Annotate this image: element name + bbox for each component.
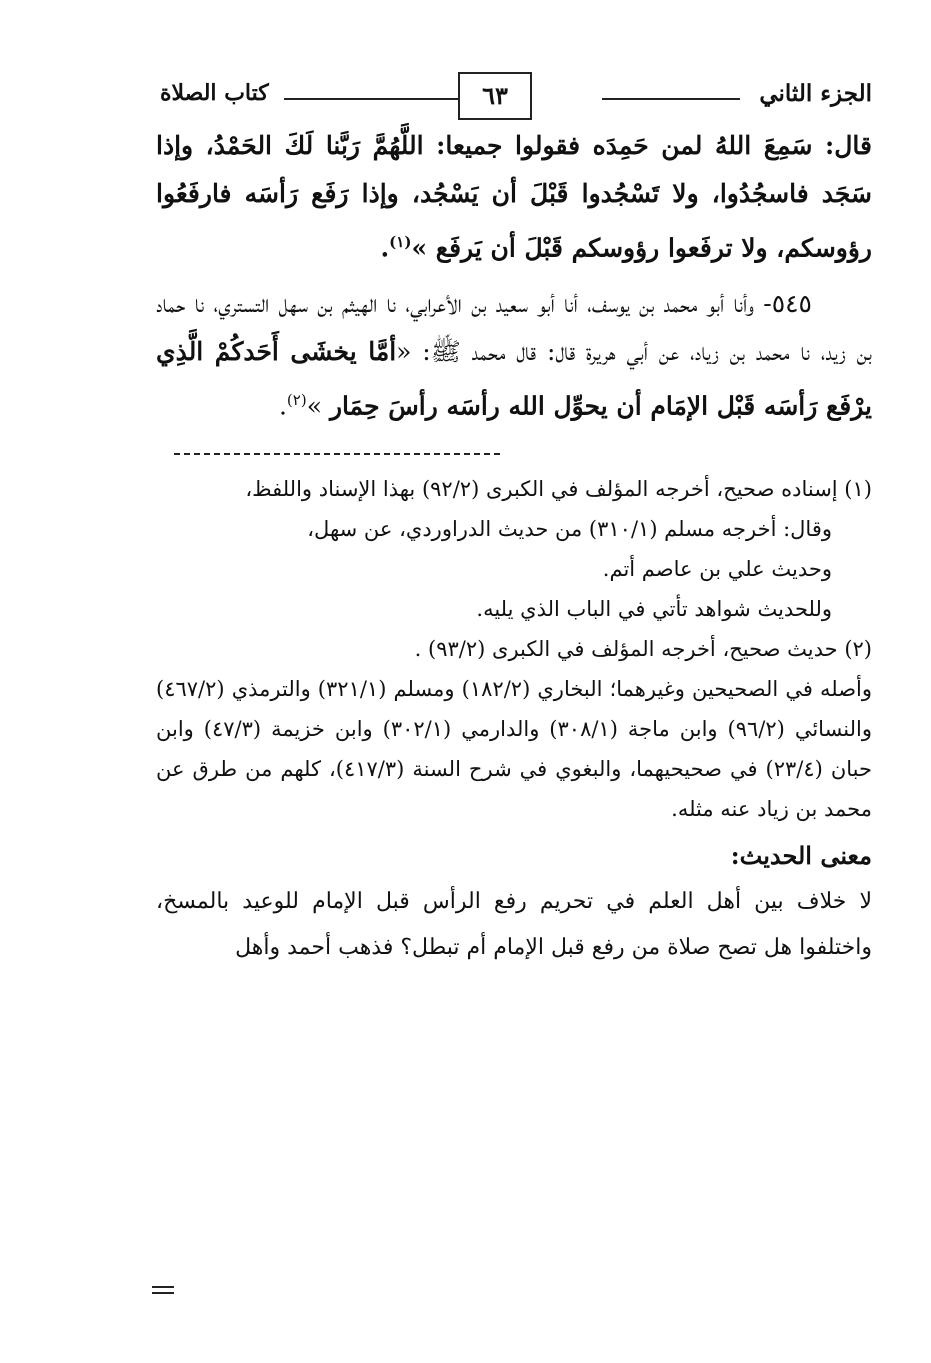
footnote-1-line: وحديث علي بن عاصم أتم. xyxy=(602,556,832,581)
footnote-ref-1: (١) xyxy=(389,233,412,251)
page-number-box xyxy=(458,72,532,120)
footnote-1-line: (١) إسناده صحيح، أخرجه المؤلف في الكبرى (٩٢/٢) بهذا الإسناد واللفظ، xyxy=(245,476,872,501)
header-rule-left xyxy=(284,98,458,100)
page-header xyxy=(160,70,872,120)
footnote-1-line: وللحديث شواهد تأتي في الباب الذي يليه. xyxy=(476,596,832,621)
hadith-545 xyxy=(156,280,872,430)
volume-label: الجزء الثاني xyxy=(759,80,872,107)
header-rule-right xyxy=(602,98,740,100)
footnote-separator xyxy=(174,453,500,455)
meaning-text: لا خلاف بين أهل العلم في تحريم رفع الرأس قبل الإمام للوعيد بالمسخ، واختلفوا هل تصح صلاة من رفع قبل الإمام أم تبطل؟ فذهب أحمد وأهل xyxy=(156,888,872,960)
footnotes xyxy=(156,469,872,829)
book-title: كتاب الصلاة xyxy=(160,80,269,106)
period: . xyxy=(380,233,390,263)
quote-close: » xyxy=(306,391,330,421)
hadith-545-isnad: ٥٤٥- وأنا أبو محمد بن يوسف، أنا أبو سعيد بن الأعرابي، نا الهيثم بن سهل التستري، نا حماد بن زيد، نا محمد بن زياد، عن أبي هريرة قال: قال محمد ﷺ: « xyxy=(156,289,872,367)
period: . xyxy=(278,391,287,421)
main-text xyxy=(156,122,872,431)
footnote-1-line: وقال: أخرجه مسلم (٣١٠/١) من حديث الدراوردي، عن سهل، xyxy=(307,516,832,541)
page-body xyxy=(156,122,872,971)
hadith-545-matn: أمَّا يخشَى أَحَدكُمْ الَّذِي يرْفَع رَأسَه قَبْل الإمَام أن يحوِّل الله رأسَه رأسَ حِمَار xyxy=(156,337,872,421)
meaning-section xyxy=(156,833,872,971)
footnote-2-first: (٢) حديث صحيح، أخرجه المؤلف في الكبرى (٩٣/٢) . xyxy=(414,636,872,661)
hadith-continuation xyxy=(156,122,872,272)
meaning-title: معنى الحديث: xyxy=(730,840,872,870)
page-number: ٦٣ xyxy=(482,81,508,110)
footnote-2-body: وأصله في الصحيحين وغيرهما؛ البخاري (١٨٢/٢) ومسلم (٣٢١/١) والترمذي (٤٦٧/٢) والنسائي (٩٦/٢) وابن ماجة (٣٠٨/١) والدارمي (٣٠٢/١) وابن خزيمة (٤٧/٣) وابن حبان (٢٣/٤) في صحيحيهما، والبغوي في شرح السنة (٤١٧/٣)، كلهم من طرق عن محمد بن زياد عنه مثله. xyxy=(156,676,873,821)
hadith-continuation-text: قال: سَمِعَ اللهُ لمن حَمِدَه فقولوا جميعا: اللَّهُمَّ رَبَّنا لَكَ الحَمْدُ، وإذا سَجَد فاسجُدُوا، ولا تَسْجُدوا قَبْلَ أن يَسْجُد، وإذا رَفَع رَأسَه فارفَعُوا رؤوسكم، ولا ترفَعوا رؤوسكم قَبْلَ أن يَرفَع » xyxy=(156,131,872,263)
footnote-ref-2: (٢) xyxy=(286,391,307,410)
continuation-mark xyxy=(152,1286,174,1298)
